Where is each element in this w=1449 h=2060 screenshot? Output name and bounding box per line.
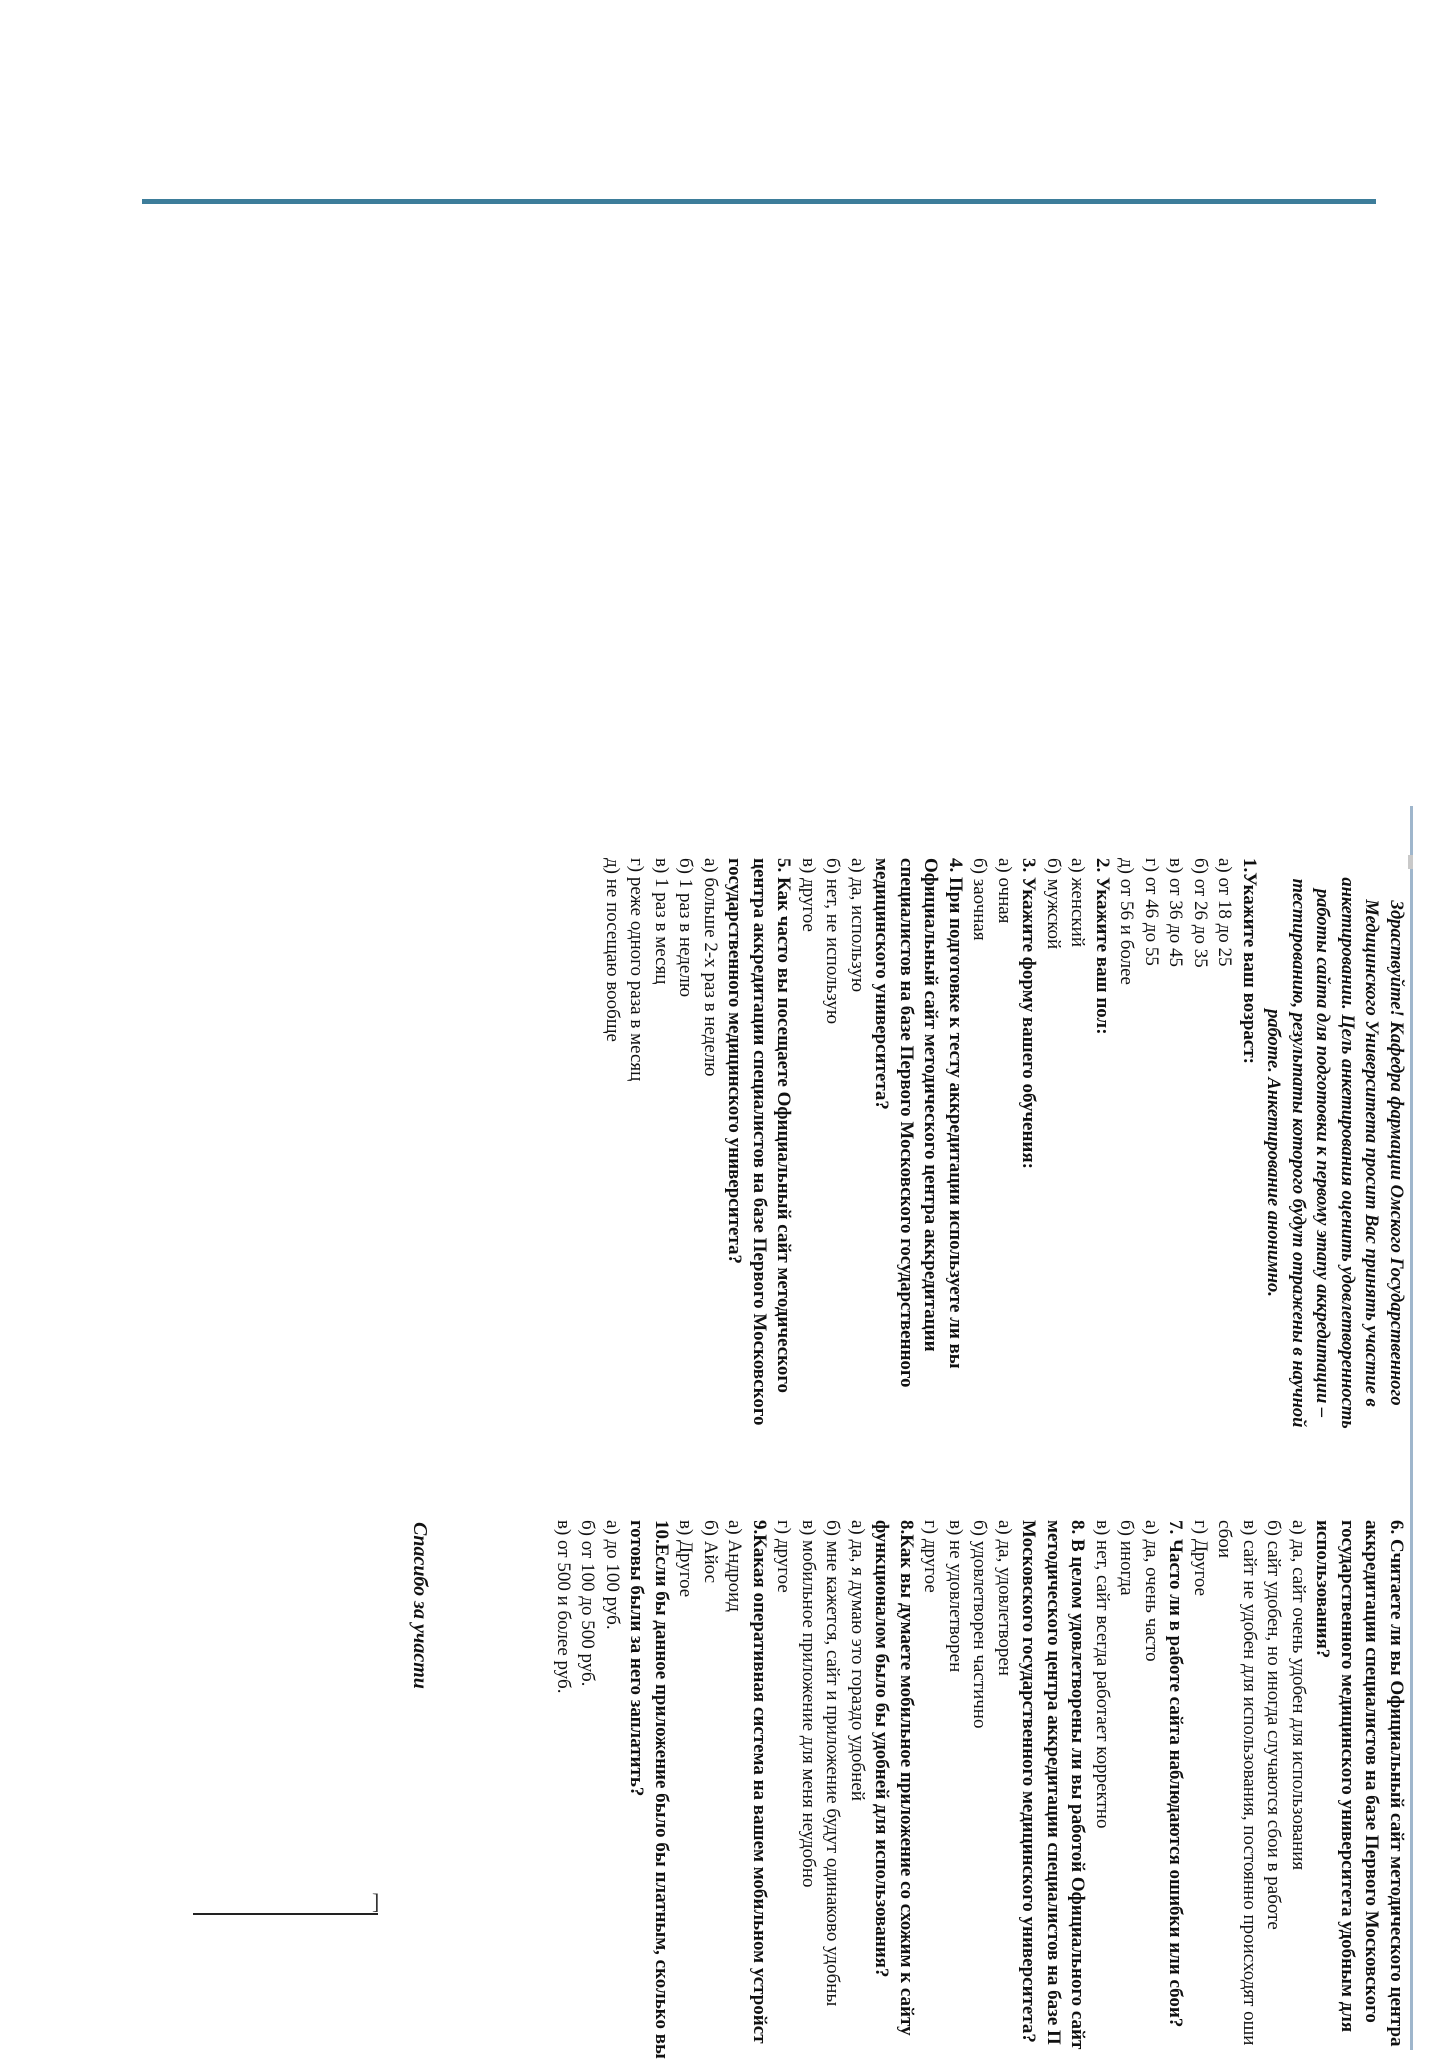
question-line: аккредитации специалистов на базе Первого Московского [1361, 1520, 1383, 2023]
question-line: 6. Считаете ли вы Официальный сайт методического центра [1386, 1520, 1407, 2047]
answer-option: а) от 18 до 25 [1214, 858, 1236, 967]
answer-option: б) от 100 до 500 руб. [577, 1520, 599, 1687]
question-line: использования? [1312, 1520, 1334, 1659]
answer-option: а) да, сайт очень удобен для использования [1288, 1520, 1309, 1871]
question-line: 3. Укажите форму вашего обучения: [1018, 858, 1040, 1169]
answer-option: б) нет, не использую [822, 858, 844, 1025]
intro-line: Медицинского Университета просит Вас принять участие в [1361, 899, 1382, 1407]
answer-option: а) да, я думаю это гораздо удобней [847, 1520, 868, 1801]
question-line: центра аккредитации специалистов на базе Первого Московского [749, 858, 770, 1426]
page-frame-tick [1408, 855, 1413, 869]
question-line: 8. В целом удовлетворены ли вы работой Официального сайт [1067, 1520, 1089, 2050]
answer-option: г) Другое [1190, 1520, 1211, 1597]
answer-option: в) 1 раз в месяц [651, 858, 672, 985]
answer-option: а) очная [994, 858, 1015, 924]
intro-line: Здраствуйте! Кафедра фармации Омского Государственного [1386, 900, 1406, 1406]
answer-option: д) от 56 и более [1116, 858, 1138, 985]
answer-option: а) да, использую [847, 858, 868, 993]
answer-option: г) другое [920, 1520, 942, 1593]
answer-option: б) от 26 до 35 [1190, 858, 1211, 968]
question-line: 2. Укажите ваш пол: [1092, 858, 1113, 1035]
answer-option: а) больше 2-х раз в неделю [700, 858, 721, 1077]
answer-option: б) Айос [700, 1520, 721, 1584]
answer-option: г) реже одного раза в месяц [626, 858, 648, 1082]
answer-option: в) нет, сайт всегда работает корректно [1092, 1520, 1113, 1829]
answer-option: в) другое [798, 858, 819, 932]
survey-questions-1-5 [600, 858, 1262, 1448]
question-line: медицинского университета? [871, 858, 893, 1110]
answer-option: в) сайт не удобен для использования, постоянно происходят оши [1239, 1520, 1260, 2046]
question-line: государственного медицинского университета? [724, 858, 746, 1265]
survey-questions-6-10 [551, 1520, 1409, 2060]
intro-line: тестированию, результаты которого будут отражены в научной [1288, 878, 1308, 1428]
question-line: 1.Укажите ваш возраст: [1239, 858, 1260, 1065]
question-line: специалистов на базе Первого Московского государственного [896, 858, 917, 1388]
question-line: 9.Какая оперативная система на вашем мобильном устройст [749, 1520, 770, 2044]
answer-option: в) от 500 и более руб. [553, 1520, 574, 1694]
answer-option: б) мужской [1043, 858, 1064, 950]
answer-option: а) Андроид [724, 1520, 746, 1612]
survey-intro [1261, 858, 1408, 1448]
survey-column-right [551, 1520, 1409, 2060]
answer-option: в) Другое [675, 1520, 697, 1598]
answer-option: а) женский [1067, 858, 1089, 947]
answer-option: д) не посещаю вообще [602, 858, 623, 1042]
survey-column-left [600, 858, 1409, 1448]
question-line: 5. Как часто вы посещаете Официальный сайт методического [773, 858, 795, 1394]
answer-option: в) не удовлетворен [945, 1520, 966, 1673]
answer-option: б) удовлетворен частично [969, 1520, 991, 1729]
answer-option: в) от 36 до 45 [1165, 858, 1187, 968]
thanks-text: Спасибо за участи [409, 1522, 431, 1689]
intro-line: работе. Анкетирование анонимно. [1263, 1009, 1284, 1297]
question-line: Официальный сайт методического центра аккредитации [920, 858, 942, 1352]
question-line: 10.Если бы данное приложение было бы платным, сколько вы [651, 1520, 672, 2059]
question-line: функционалом было бы удобней для использования? [871, 1520, 893, 1978]
header-rule-line [142, 199, 1376, 204]
question-line: 7. Часто ли в работе сайта наблюдаются ошибки или сбои? [1165, 1520, 1187, 2028]
question-line: 8.Как вы думаете мобильное приложение со схожим к сайту [896, 1520, 917, 2036]
page-frame-edge [1410, 806, 1413, 2050]
thanks-note [408, 1522, 433, 1822]
answer-option: в) мобильное приложение для меня неудобно [798, 1520, 819, 1888]
question-line: Московского государственного медицинского университета? [1018, 1520, 1040, 2043]
question-line: готовы были за него заплатить? [626, 1520, 648, 1797]
intro-line: работы сайта для подготовки к первому этапу аккредитации – [1312, 888, 1333, 1418]
answer-option: г) другое [773, 1520, 795, 1593]
footnote-mark: ] [372, 1889, 380, 1914]
answer-option: б) иногда [1116, 1520, 1138, 1596]
header-rule [142, 199, 1376, 204]
answer-option: а) да, очень часто [1141, 1520, 1162, 1662]
answer-option: б) сайт удобен, но иногда случаются сбои в работе [1263, 1520, 1285, 1930]
question-line: 4. При подготовке к тесту аккредитации используете ли вы [945, 858, 966, 1369]
intro-line: анкетировании. Цель анкетирования оценить удовлетворенность [1337, 877, 1357, 1429]
question-line: методического центра аккредитации специалистов на базе П [1043, 1520, 1064, 2045]
answer-option: а) да, удовлетворен [994, 1520, 1015, 1676]
footnote-rule [193, 1913, 378, 1915]
question-line: государственного медицинского университета удобным для [1337, 1520, 1358, 2033]
answer-option: сбои [1214, 1520, 1236, 1558]
answer-option: а) до 100 руб. [602, 1520, 623, 1630]
answer-option: г) от 46 до 55 [1141, 858, 1162, 966]
answer-option: б) заочная [969, 858, 991, 941]
answer-option: б) 1 раз в неделю [675, 858, 697, 998]
answer-option: б) мне кажется, сайт и приложение будут одинаково удобны [822, 1520, 844, 2007]
